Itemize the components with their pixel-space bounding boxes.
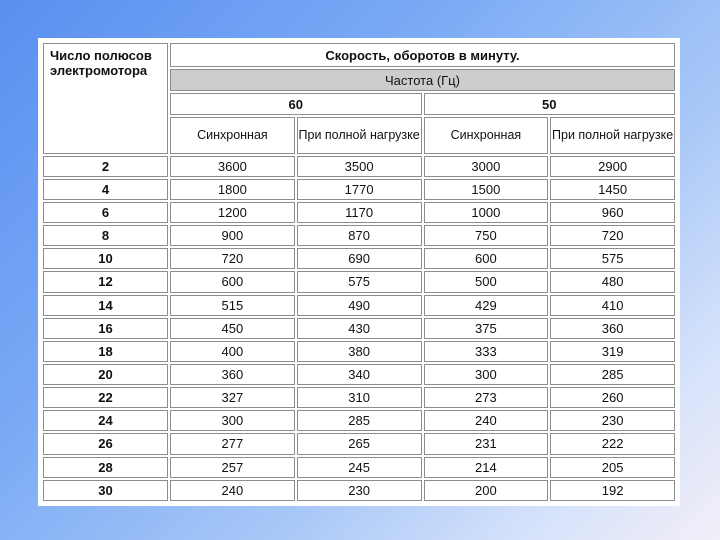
- speed-cell: 231: [424, 433, 549, 454]
- speed-cell: 192: [550, 480, 675, 501]
- speed-cell: 3500: [297, 156, 422, 177]
- speed-cell: 1170: [297, 202, 422, 223]
- speed-cell: 277: [170, 433, 295, 454]
- table-row: [43, 433, 675, 454]
- table-row: [43, 457, 675, 478]
- poles-cell: 18: [43, 341, 168, 362]
- poles-cell: 8: [43, 225, 168, 246]
- speed-cell: 200: [424, 480, 549, 501]
- speed-cell: 720: [170, 248, 295, 269]
- speed-cell: 480: [550, 271, 675, 292]
- speed-cell: 1200: [170, 202, 295, 223]
- table-row: [43, 271, 675, 292]
- speed-cell: 214: [424, 457, 549, 478]
- speed-cell: 1000: [424, 202, 549, 223]
- speed-header: Скорость, оборотов в минуту.: [170, 43, 675, 67]
- speed-cell: 222: [550, 433, 675, 454]
- speed-cell: 3600: [170, 156, 295, 177]
- speed-cell: 327: [170, 387, 295, 408]
- poles-cell: 12: [43, 271, 168, 292]
- table-row: [43, 295, 675, 316]
- poles-cell: 24: [43, 410, 168, 431]
- poles-cell: 26: [43, 433, 168, 454]
- poles-cell: 4: [43, 179, 168, 200]
- speed-cell: 230: [297, 480, 422, 501]
- speed-cell: 600: [424, 248, 549, 269]
- speed-cell: 205: [550, 457, 675, 478]
- speed-cell: 500: [424, 271, 549, 292]
- speed-cell: 1500: [424, 179, 549, 200]
- speed-cell: 257: [170, 457, 295, 478]
- table-row: [43, 202, 675, 223]
- table-row: [43, 248, 675, 269]
- speed-cell: 333: [424, 341, 549, 362]
- speed-cell: 515: [170, 295, 295, 316]
- speed-cell: 245: [297, 457, 422, 478]
- speed-cell: 1770: [297, 179, 422, 200]
- poles-cell: 28: [43, 457, 168, 478]
- header-row-speed: [43, 43, 675, 67]
- speed-cell: 1450: [550, 179, 675, 200]
- speed-cell: 600: [170, 271, 295, 292]
- speed-cell: 410: [550, 295, 675, 316]
- poles-cell: 2: [43, 156, 168, 177]
- speed-cell: 575: [550, 248, 675, 269]
- sync-60-header: Синхронная: [170, 117, 295, 153]
- speed-cell: 900: [170, 225, 295, 246]
- speed-cell: 870: [297, 225, 422, 246]
- speed-cell: 720: [550, 225, 675, 246]
- speed-cell: 230: [550, 410, 675, 431]
- table-row: [43, 364, 675, 385]
- speed-cell: 3000: [424, 156, 549, 177]
- poles-cell: 6: [43, 202, 168, 223]
- table-row: [43, 387, 675, 408]
- speed-cell: 429: [424, 295, 549, 316]
- speed-cell: 265: [297, 433, 422, 454]
- speed-cell: 690: [297, 248, 422, 269]
- speed-cell: 1800: [170, 179, 295, 200]
- table-row: [43, 179, 675, 200]
- frequency-header: Частота (Гц): [170, 69, 675, 91]
- poles-cell: 10: [43, 248, 168, 269]
- speed-cell: 273: [424, 387, 549, 408]
- table-frame: [38, 38, 680, 506]
- speed-cell: 430: [297, 318, 422, 339]
- speed-cell: 450: [170, 318, 295, 339]
- speed-cell: 375: [424, 318, 549, 339]
- poles-cell: 20: [43, 364, 168, 385]
- speed-cell: 310: [297, 387, 422, 408]
- speed-cell: 360: [550, 318, 675, 339]
- table-row: [43, 318, 675, 339]
- speed-cell: 750: [424, 225, 549, 246]
- table-row: [43, 225, 675, 246]
- speed-cell: 360: [170, 364, 295, 385]
- speed-cell: 400: [170, 341, 295, 362]
- speed-cell: 960: [550, 202, 675, 223]
- full-load-50-header: При полной нагрузке: [550, 117, 675, 153]
- poles-cell: 16: [43, 318, 168, 339]
- motor-speed-table: [41, 41, 677, 503]
- speed-cell: 340: [297, 364, 422, 385]
- speed-cell: 300: [424, 364, 549, 385]
- poles-cell: 14: [43, 295, 168, 316]
- frequency-60-header: 60: [170, 93, 422, 115]
- speed-cell: 490: [297, 295, 422, 316]
- frequency-50-header: 50: [424, 93, 676, 115]
- speed-cell: 260: [550, 387, 675, 408]
- speed-cell: 575: [297, 271, 422, 292]
- table-row: [43, 480, 675, 501]
- table-row: [43, 156, 675, 177]
- speed-cell: 300: [170, 410, 295, 431]
- speed-cell: 285: [550, 364, 675, 385]
- poles-cell: 22: [43, 387, 168, 408]
- table-row: [43, 410, 675, 431]
- speed-cell: 240: [170, 480, 295, 501]
- table-row: [43, 341, 675, 362]
- speed-cell: 2900: [550, 156, 675, 177]
- poles-cell: 30: [43, 480, 168, 501]
- speed-cell: 380: [297, 341, 422, 362]
- sync-50-header: Синхронная: [424, 117, 549, 153]
- speed-cell: 319: [550, 341, 675, 362]
- full-load-60-header: При полной нагрузке: [297, 117, 422, 153]
- poles-header: Число полюсов электромотора: [43, 43, 168, 154]
- speed-cell: 285: [297, 410, 422, 431]
- speed-cell: 240: [424, 410, 549, 431]
